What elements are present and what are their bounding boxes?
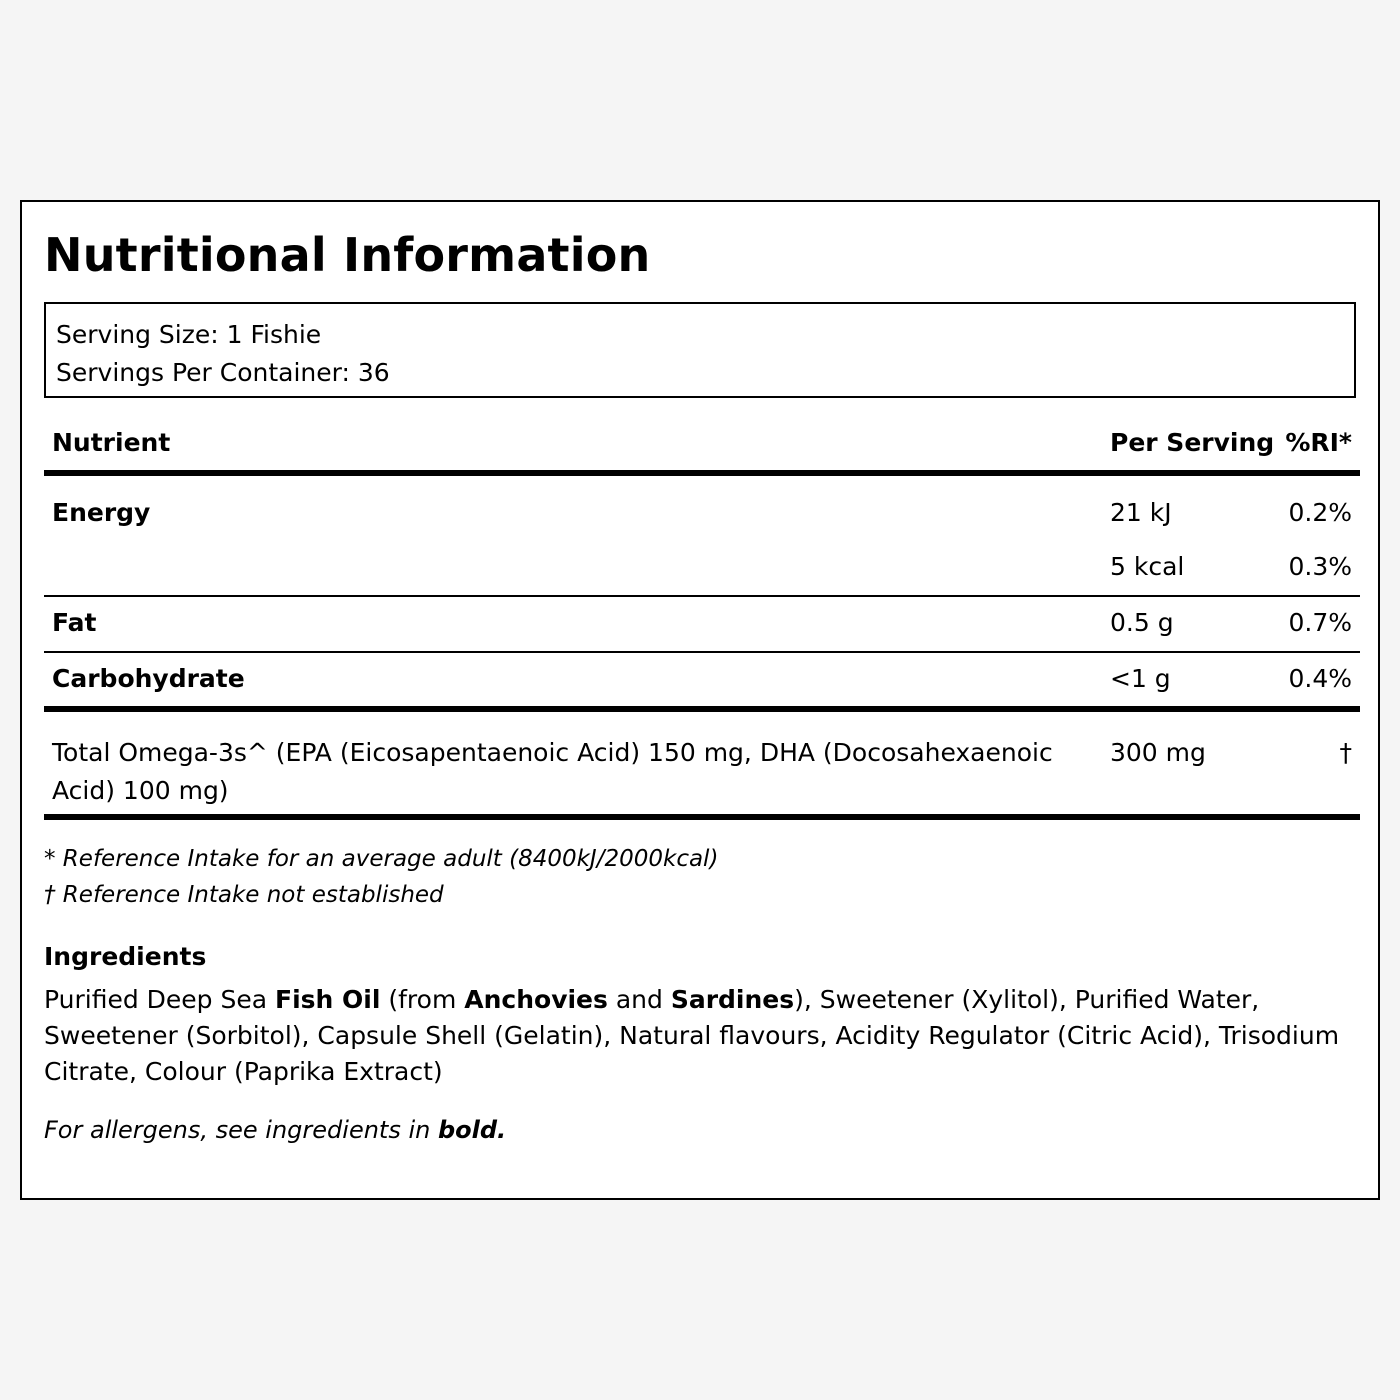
energy-kcal-ri: 0.3% — [1288, 552, 1352, 581]
carbohydrate-ri: 0.4% — [1288, 664, 1352, 693]
energy-kj-value: 21 kJ — [1110, 498, 1172, 527]
allergen-note — [44, 1116, 506, 1144]
allergen-note-bold: bold. — [437, 1116, 507, 1144]
header-ri: %RI* — [1285, 428, 1352, 457]
footnote-dagger: † Reference Intake not established — [44, 882, 444, 908]
carbohydrate-value: <1 g — [1110, 664, 1171, 693]
ingredients-text — [44, 982, 1344, 1090]
table-bottom-divider — [44, 814, 1360, 820]
omega-ri: † — [1339, 738, 1352, 767]
nutrient-energy: Energy — [52, 498, 151, 527]
header-per-serving: Per Serving — [1110, 428, 1275, 457]
servings-per-container: Servings Per Container: 36 — [56, 358, 390, 387]
footnote-ri: * Reference Intake for an average adult (8400kJ/2000kcal) — [44, 846, 719, 872]
nutrient-fat: Fat — [52, 608, 97, 637]
fat-ri: 0.7% — [1288, 608, 1352, 637]
header-divider — [44, 470, 1360, 476]
nutrient-carbohydrate: Carbohydrate — [52, 664, 245, 693]
page-title: Nutritional Information — [44, 228, 651, 282]
allergen-note-text: For allergens, see ingredients in — [44, 1116, 438, 1144]
fat-value: 0.5 g — [1110, 608, 1174, 637]
row-divider — [44, 595, 1360, 597]
allergen-fish-oil: Fish Oil — [275, 985, 381, 1014]
ingredients-text-part: ), Sweetener (Xylitol), Purified Water, Sweetener (Sorbitol), Capsule Shell (Gelatin), Natural flavours, Acidity Regulator (Citric Acid), Trisodium Citrate, Colour (Paprika Extract) — [44, 985, 1340, 1086]
ingredients-text-part: (from — [380, 985, 465, 1014]
serving-info-box — [44, 302, 1356, 398]
energy-kj-ri: 0.2% — [1288, 498, 1352, 527]
ingredients-heading: Ingredients — [44, 942, 207, 971]
energy-kcal-value: 5 kcal — [1110, 552, 1185, 581]
omega-value: 300 mg — [1110, 738, 1206, 767]
omega-name-line1: Total Omega-3s^ (EPA (Eicosapentaenoic Acid) 150 mg, DHA (Docosahexaenoic — [52, 738, 1053, 767]
ingredients-text-part: Purified Deep Sea — [44, 985, 275, 1014]
allergen-sardines: Sardines — [670, 985, 795, 1014]
omega-name-line2: Acid) 100 mg) — [52, 776, 229, 805]
header-nutrient: Nutrient — [52, 428, 171, 457]
allergen-anchovies: Anchovies — [464, 985, 608, 1014]
ingredients-text-part: and — [607, 985, 671, 1014]
row-divider — [44, 651, 1360, 653]
section-divider — [44, 706, 1360, 712]
nutrition-panel — [20, 200, 1380, 1200]
serving-size: Serving Size: 1 Fishie — [56, 320, 322, 349]
